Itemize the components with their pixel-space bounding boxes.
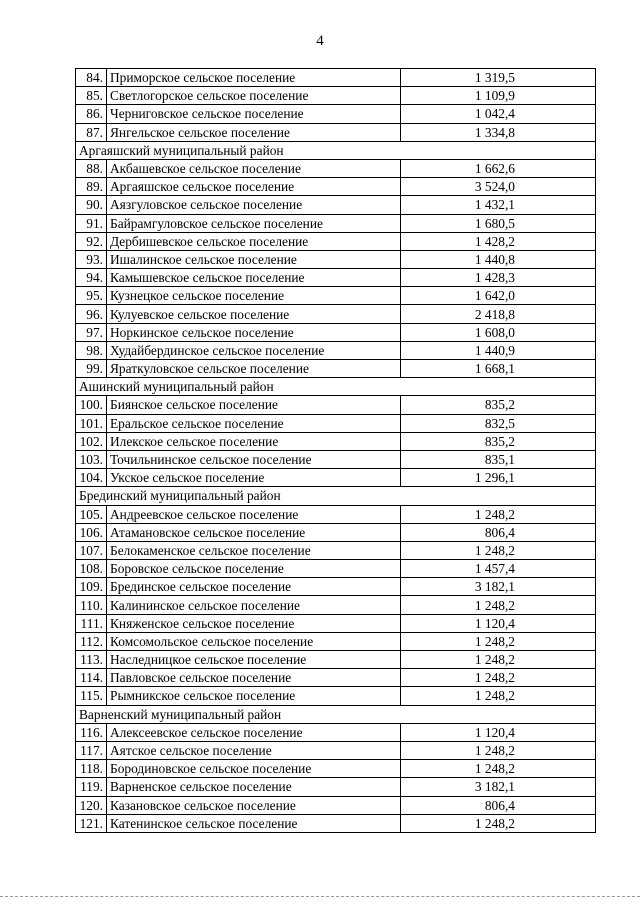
settlement-name: Бородиновское сельское поселение <box>107 760 401 778</box>
district-header-row <box>76 141 596 159</box>
table-row <box>76 69 596 87</box>
row-number: 100. <box>76 396 107 414</box>
settlement-name: Катенинское сельское поселение <box>107 814 401 832</box>
row-number: 85. <box>76 87 107 105</box>
settlement-value: 3 524,0 <box>401 178 596 196</box>
settlement-value: 1 248,2 <box>401 814 596 832</box>
settlement-value: 806,4 <box>401 796 596 814</box>
row-number: 107. <box>76 541 107 559</box>
table-row <box>76 178 596 196</box>
settlement-name: Байрамгуловское сельское поселение <box>107 214 401 232</box>
settlement-name: Норкинское сельское поселение <box>107 323 401 341</box>
settlement-name: Павловское сельское поселение <box>107 669 401 687</box>
row-number: 109. <box>76 578 107 596</box>
settlement-value: 3 182,1 <box>401 578 596 596</box>
row-number: 98. <box>76 341 107 359</box>
settlement-value: 1 248,2 <box>401 741 596 759</box>
row-number: 106. <box>76 523 107 541</box>
row-number: 89. <box>76 178 107 196</box>
table-row <box>76 287 596 305</box>
settlement-name: Андреевское сельское поселение <box>107 505 401 523</box>
settlement-value: 1 248,2 <box>401 632 596 650</box>
settlement-value: 1 296,1 <box>401 469 596 487</box>
settlement-value: 835,2 <box>401 396 596 414</box>
settlement-value: 1 248,2 <box>401 596 596 614</box>
row-number: 86. <box>76 105 107 123</box>
settlement-name: Приморское сельское поселение <box>107 69 401 87</box>
table-row <box>76 578 596 596</box>
settlement-value: 1 334,8 <box>401 123 596 141</box>
row-number: 94. <box>76 269 107 287</box>
table-row <box>76 123 596 141</box>
settlement-name: Калининское сельское поселение <box>107 596 401 614</box>
table-row <box>76 796 596 814</box>
table-row <box>76 814 596 832</box>
row-number: 99. <box>76 360 107 378</box>
settlement-name: Камышевское сельское поселение <box>107 269 401 287</box>
table-row <box>76 232 596 250</box>
table-row <box>76 687 596 705</box>
table-row <box>76 269 596 287</box>
table-row <box>76 214 596 232</box>
table-row <box>76 360 596 378</box>
settlement-name: Варненское сельское поселение <box>107 778 401 796</box>
table-row <box>76 250 596 268</box>
settlement-name: Ишалинское сельское поселение <box>107 250 401 268</box>
settlement-name: Яраткуловское сельское поселение <box>107 360 401 378</box>
settlement-name: Брединское сельское поселение <box>107 578 401 596</box>
row-number: 95. <box>76 287 107 305</box>
table-row <box>76 741 596 759</box>
row-number: 105. <box>76 505 107 523</box>
table-row <box>76 396 596 414</box>
table-row <box>76 669 596 687</box>
row-number: 93. <box>76 250 107 268</box>
row-number: 97. <box>76 323 107 341</box>
table-row <box>76 469 596 487</box>
district-name: Аргаяшский муниципальный район <box>76 141 596 159</box>
table-row <box>76 341 596 359</box>
row-number: 115. <box>76 687 107 705</box>
settlement-value: 1 248,2 <box>401 505 596 523</box>
settlement-name: Княженское сельское поселение <box>107 614 401 632</box>
settlement-value: 1 248,2 <box>401 669 596 687</box>
settlement-value: 1 042,4 <box>401 105 596 123</box>
table-row <box>76 414 596 432</box>
row-number: 90. <box>76 196 107 214</box>
district-header-row <box>76 705 596 723</box>
row-number: 116. <box>76 723 107 741</box>
row-number: 121. <box>76 814 107 832</box>
settlement-value: 1 668,1 <box>401 360 596 378</box>
settlement-value: 1 248,2 <box>401 687 596 705</box>
settlement-name: Акбашевское сельское поселение <box>107 159 401 177</box>
row-number: 119. <box>76 778 107 796</box>
settlement-value: 1 440,9 <box>401 341 596 359</box>
settlement-name: Рымникское сельское поселение <box>107 687 401 705</box>
table-row <box>76 760 596 778</box>
settlement-name: Белокаменское сельское поселение <box>107 541 401 559</box>
table-row <box>76 87 596 105</box>
settlement-name: Атамановское сельское поселение <box>107 523 401 541</box>
row-number: 88. <box>76 159 107 177</box>
settlement-name: Черниговское сельское поселение <box>107 105 401 123</box>
table-row <box>76 596 596 614</box>
settlement-value: 1 120,4 <box>401 614 596 632</box>
row-number: 120. <box>76 796 107 814</box>
settlement-value: 1 680,5 <box>401 214 596 232</box>
table-body <box>76 69 596 833</box>
table-row <box>76 450 596 468</box>
table-row <box>76 196 596 214</box>
row-number: 84. <box>76 69 107 87</box>
row-number: 92. <box>76 232 107 250</box>
row-number: 87. <box>76 123 107 141</box>
settlement-value: 1 432,1 <box>401 196 596 214</box>
settlement-value: 1 248,2 <box>401 651 596 669</box>
row-number: 112. <box>76 632 107 650</box>
settlement-name: Точильнинское сельское поселение <box>107 450 401 468</box>
settlement-name: Биянское сельское поселение <box>107 396 401 414</box>
settlement-name: Кузнецкое сельское поселение <box>107 287 401 305</box>
row-number: 96. <box>76 305 107 323</box>
settlement-name: Укское сельское поселение <box>107 469 401 487</box>
settlement-value: 835,1 <box>401 450 596 468</box>
settlement-value: 1 109,9 <box>401 87 596 105</box>
settlement-name: Комсомольское сельское поселение <box>107 632 401 650</box>
settlement-name: Кулуевское сельское поселение <box>107 305 401 323</box>
settlement-name: Дербишевское сельское поселение <box>107 232 401 250</box>
table-row <box>76 651 596 669</box>
row-number: 104. <box>76 469 107 487</box>
settlement-name: Еральское сельское поселение <box>107 414 401 432</box>
row-number: 110. <box>76 596 107 614</box>
table-row <box>76 432 596 450</box>
settlement-value: 832,5 <box>401 414 596 432</box>
row-number: 113. <box>76 651 107 669</box>
settlements-table <box>75 68 596 833</box>
settlement-name: Казановское сельское поселение <box>107 796 401 814</box>
settlement-value: 835,2 <box>401 432 596 450</box>
table-row <box>76 105 596 123</box>
settlement-name: Светлогорское сельское поселение <box>107 87 401 105</box>
page-number: 4 <box>316 33 324 49</box>
settlement-value: 1 319,5 <box>401 69 596 87</box>
settlement-value: 1 457,4 <box>401 560 596 578</box>
district-name: Варненский муниципальный район <box>76 705 596 723</box>
settlement-name: Илекское сельское поселение <box>107 432 401 450</box>
table-row <box>76 560 596 578</box>
settlement-value: 1 440,8 <box>401 250 596 268</box>
footer-divider <box>0 896 640 897</box>
settlement-name: Аргаяшское сельское поселение <box>107 178 401 196</box>
table-row <box>76 541 596 559</box>
settlement-name: Аятское сельское поселение <box>107 741 401 759</box>
settlement-value: 1 248,2 <box>401 760 596 778</box>
table-row <box>76 323 596 341</box>
district-name: Брединский муниципальный район <box>76 487 596 505</box>
settlement-value: 1 248,2 <box>401 541 596 559</box>
settlement-name: Алексеевское сельское поселение <box>107 723 401 741</box>
row-number: 108. <box>76 560 107 578</box>
row-number: 111. <box>76 614 107 632</box>
row-number: 91. <box>76 214 107 232</box>
district-name: Ашинский муниципальный район <box>76 378 596 396</box>
district-header-row <box>76 487 596 505</box>
row-number: 103. <box>76 450 107 468</box>
table-row <box>76 159 596 177</box>
table-row <box>76 723 596 741</box>
table-row <box>76 305 596 323</box>
row-number: 117. <box>76 741 107 759</box>
settlement-value: 2 418,8 <box>401 305 596 323</box>
table-row <box>76 614 596 632</box>
row-number: 102. <box>76 432 107 450</box>
settlement-name: Наследницкое сельское поселение <box>107 651 401 669</box>
settlement-name: Янгельское сельское поселение <box>107 123 401 141</box>
settlement-value: 1 608,0 <box>401 323 596 341</box>
settlement-value: 3 182,1 <box>401 778 596 796</box>
row-number: 114. <box>76 669 107 687</box>
settlement-value: 1 642,0 <box>401 287 596 305</box>
district-header-row <box>76 378 596 396</box>
settlement-value: 1 120,4 <box>401 723 596 741</box>
settlement-value: 1 428,3 <box>401 269 596 287</box>
table-row <box>76 523 596 541</box>
table-row <box>76 778 596 796</box>
table-row <box>76 632 596 650</box>
table-row <box>76 505 596 523</box>
row-number: 118. <box>76 760 107 778</box>
settlement-name: Боровское сельское поселение <box>107 560 401 578</box>
settlement-value: 1 662,6 <box>401 159 596 177</box>
row-number: 101. <box>76 414 107 432</box>
settlement-name: Худайбердинское сельское поселение <box>107 341 401 359</box>
settlement-name: Аязгуловское сельское поселение <box>107 196 401 214</box>
settlement-value: 806,4 <box>401 523 596 541</box>
settlement-value: 1 428,2 <box>401 232 596 250</box>
